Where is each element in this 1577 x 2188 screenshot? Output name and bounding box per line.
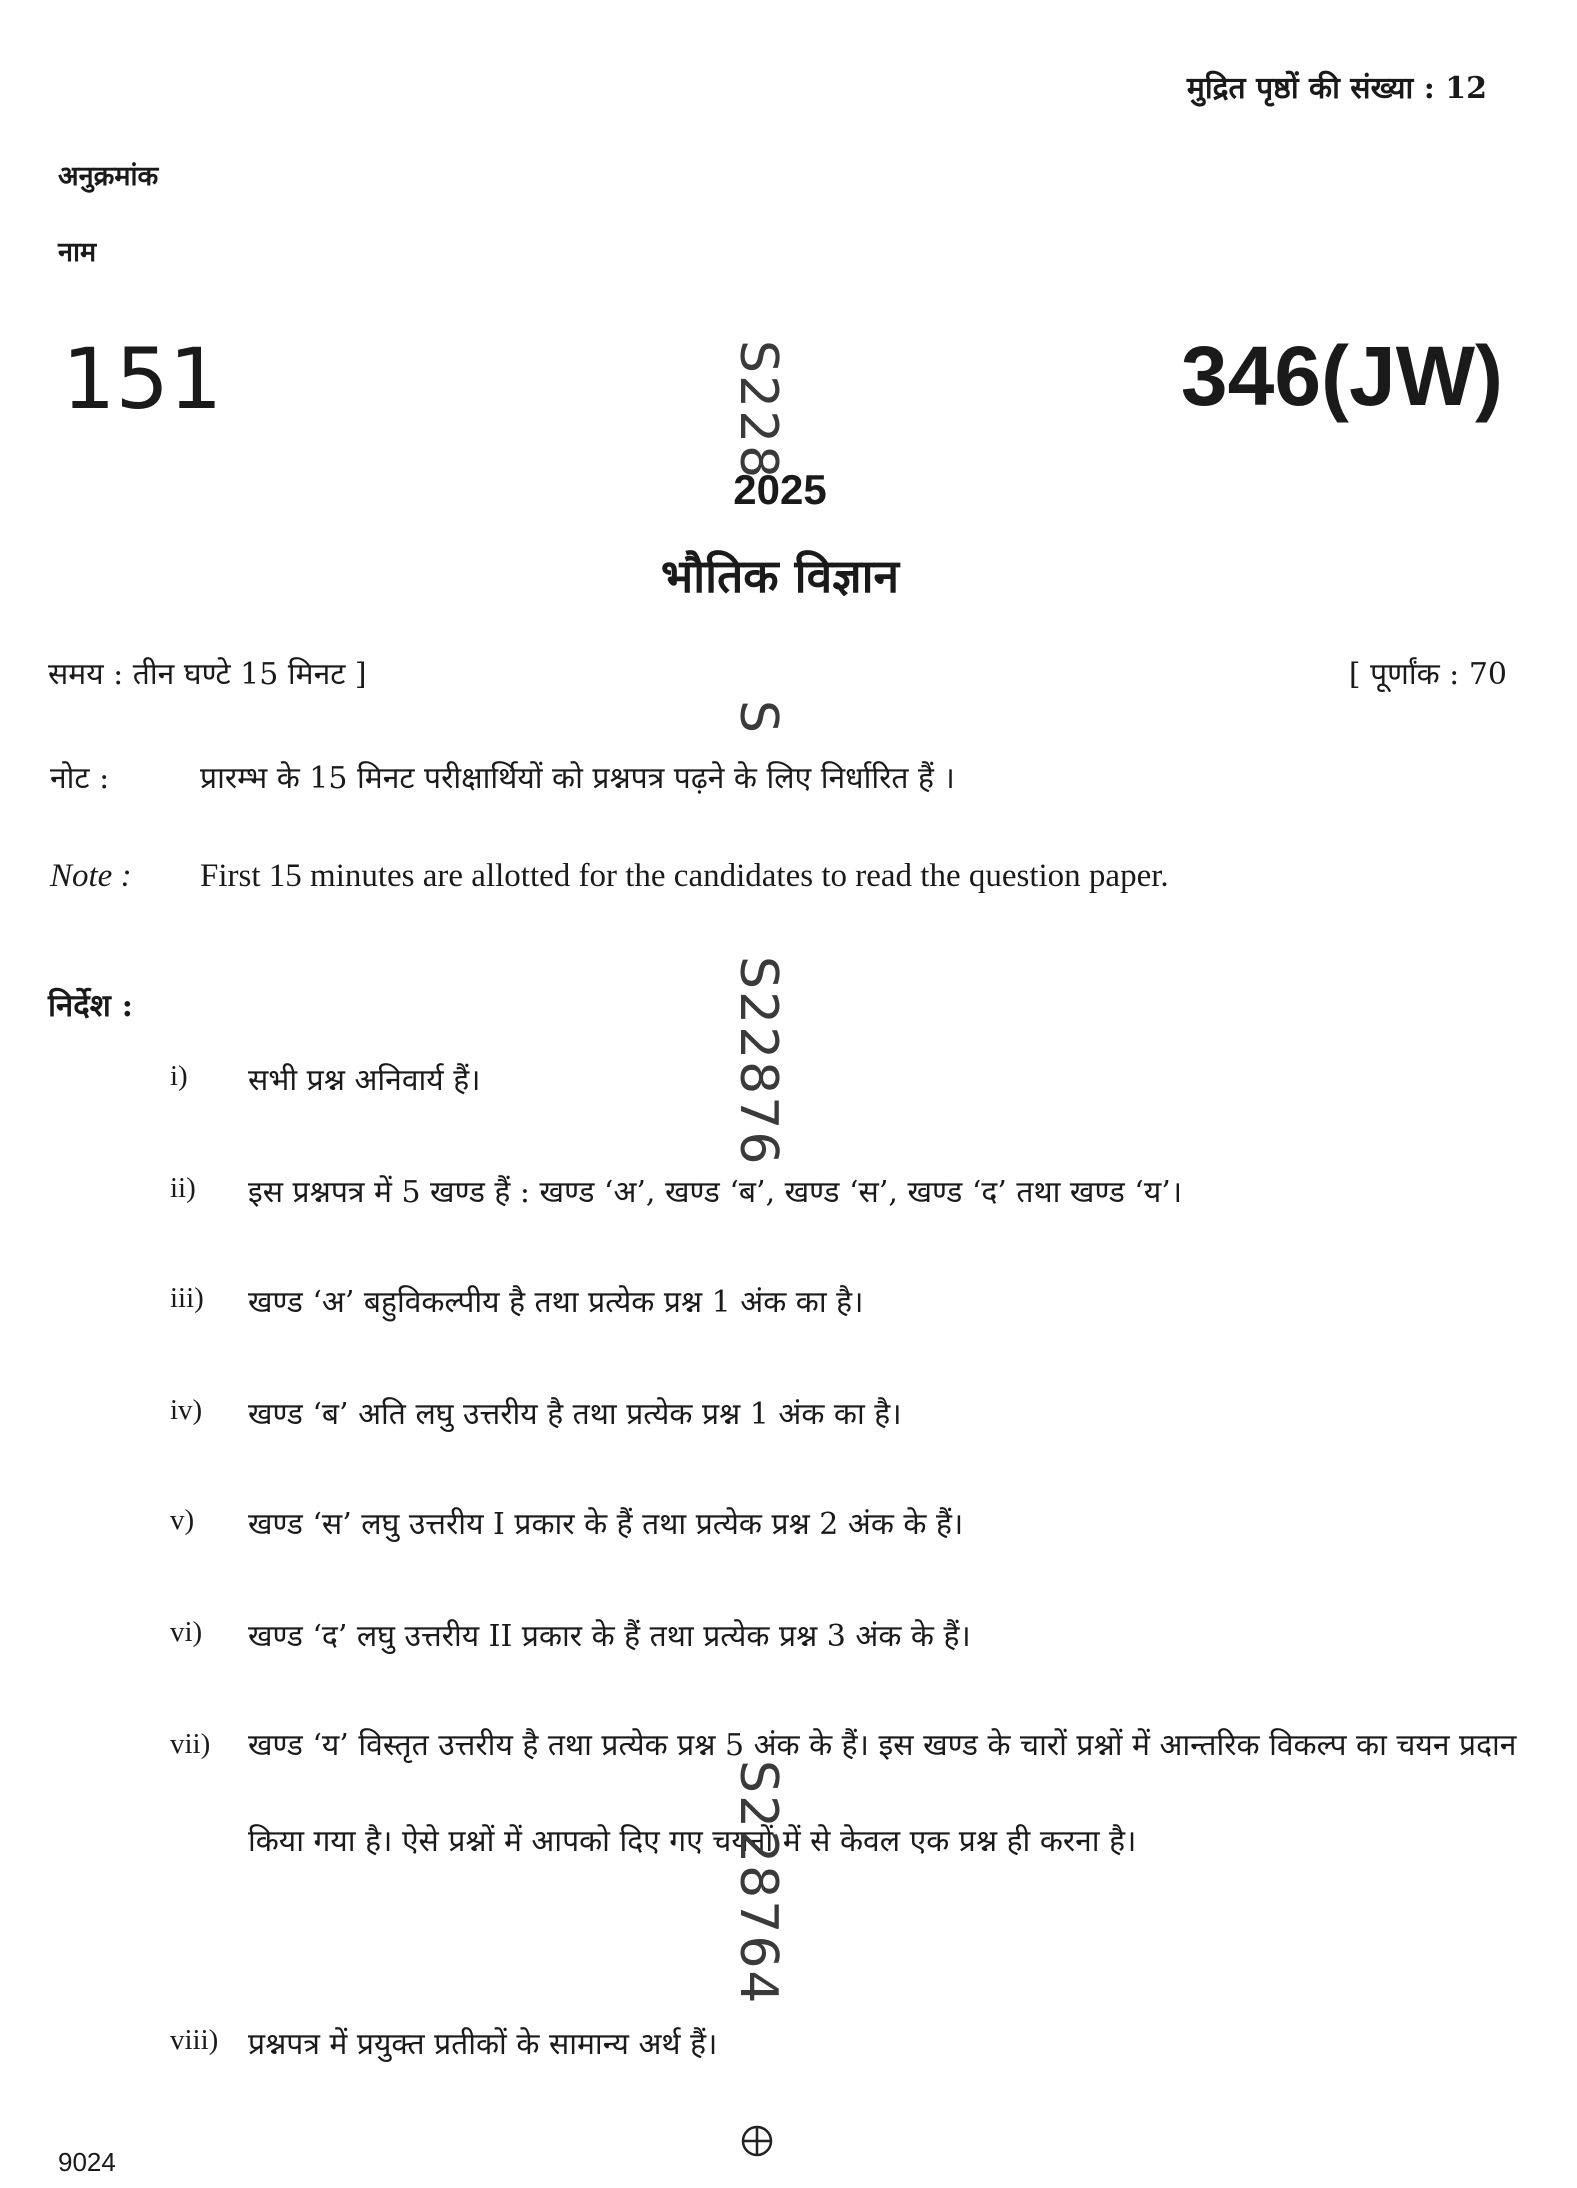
instruction-number: vii) — [170, 1728, 211, 1760]
note-text-hindi: प्रारम्भ के 15 मिनट परीक्षार्थियों को प्रश्नपत्र पढ़ने के लिए निर्धारित हैं । — [200, 761, 955, 796]
instruction-number: viii) — [170, 2024, 219, 2056]
instruction-number: i) — [170, 1060, 188, 1092]
instruction-number: vi) — [170, 1616, 203, 1648]
registration-mark-icon — [740, 2124, 774, 2158]
instruction-text: खण्ड ‘द’ लघु उत्तरीय II प्रकार के हैं तथा प्रत्येक प्रश्न 3 अंक के हैं। — [248, 1619, 971, 1654]
exam-year: 2025 — [733, 466, 827, 513]
note-text-english: First 15 minutes are allotted for the candidates to read the question paper. — [200, 858, 1169, 894]
instruction-text: प्रश्नपत्र में प्रयुक्त प्रतीकों के सामान्य अर्थ हैं। — [248, 2027, 718, 2062]
paper-code: 346(JW) — [1180, 329, 1503, 423]
watermark-serial: S228764 — [728, 1760, 788, 2006]
exam-code-left: 151 — [62, 330, 223, 428]
instruction-text: इस प्रश्नपत्र में 5 खण्ड हैं : खण्ड ‘अ’, खण्ड ‘ब’, खण्ड ‘स’, खण्ड ‘द’ तथा खण्ड ‘य’। — [248, 1175, 1183, 1210]
note-label-hindi: नोट : — [50, 761, 110, 796]
instruction-number: iv) — [170, 1394, 203, 1426]
instruction-number: v) — [170, 1504, 195, 1536]
note-label-english: Note : — [50, 858, 132, 894]
instruction-text: सभी प्रश्न अनिवार्य हैं। — [248, 1063, 481, 1098]
instructions-label: निर्देश : — [48, 988, 134, 1024]
subject-title: भौतिक विज्ञान — [660, 549, 900, 603]
instruction-text: खण्ड ‘अ’ बहुविकल्पीय है तथा प्रत्येक प्रश्न 1 अंक का है। — [248, 1285, 864, 1320]
printed-pages-count: मुद्रित पृष्ठों की संख्या : 12 — [1186, 71, 1487, 106]
instruction-number: ii) — [170, 1172, 196, 1204]
watermark-serial: S228 — [728, 340, 788, 481]
time-allowed: समय : तीन घण्टे 15 मिनट ] — [48, 657, 367, 692]
footer-code: 9024 — [58, 2147, 116, 2177]
instruction-number: iii) — [170, 1282, 204, 1314]
instruction-text: खण्ड ‘य’ विस्तृत उत्तरीय है तथा प्रत्येक प्रश्न 5 अंक के हैं। इस खण्ड के चारों प्रश्नों में आन्तरिक विकल्प का चयन प्रदान किया गया है। ऐसे प्रश्नों में आपको दिए गए चयनों में से केवल एक प्रश्न ही करना है। — [248, 1728, 1517, 1859]
name-label: नाम — [58, 237, 97, 268]
maximum-marks: [ पूर्णांक : 70 — [1348, 657, 1507, 692]
watermark-serial: S — [728, 700, 788, 736]
instruction-text: खण्ड ‘ब’ अति लघु उत्तरीय है तथा प्रत्येक प्रश्न 1 अंक का है। — [248, 1397, 902, 1432]
watermark-serial: S22876 — [728, 956, 788, 1167]
roll-number-label: अनुक्रमांक — [58, 161, 159, 192]
instruction-text: खण्ड ‘स’ लघु उत्तरीय I प्रकार के हैं तथा प्रत्येक प्रश्न 2 अंक के हैं। — [248, 1507, 964, 1542]
